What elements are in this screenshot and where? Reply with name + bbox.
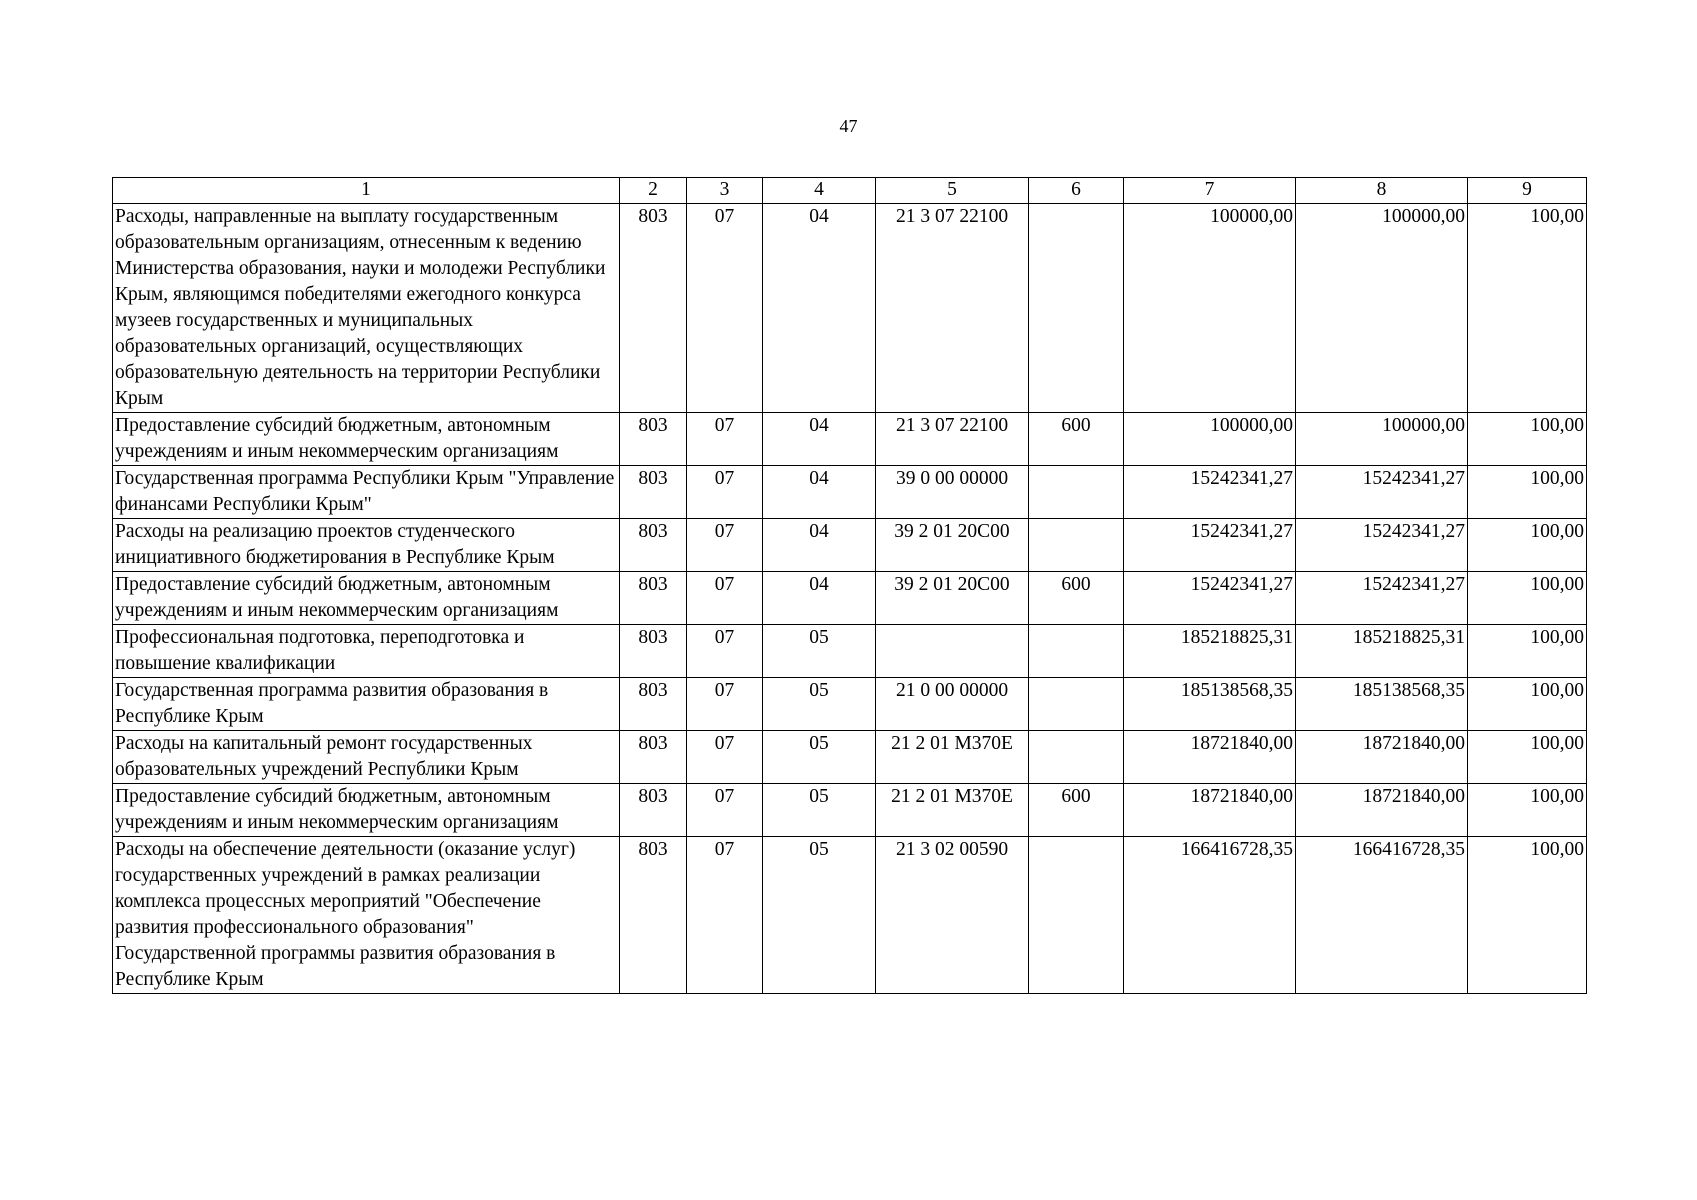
percent-cell: 100,00 [1468, 572, 1587, 625]
expense-type-cell [1029, 731, 1124, 784]
plan-amount-cell: 15242341,27 [1124, 466, 1296, 519]
plan-amount-cell: 166416728,35 [1124, 837, 1296, 994]
target-article-cell: 39 2 01 20С00 [876, 572, 1029, 625]
expense-name-cell: Расходы на обеспечение деятельности (оказание услуг) государственных учреждений в рамках реализации комплекса процессных мероприятий "Обеспечение развития профессионального образования" Государственной программы развития образования в Республике Крым [113, 837, 620, 994]
expense-name-cell: Предоставление субсидий бюджетным, автономным учреждениям и иным некоммерческим организациям [113, 413, 620, 466]
ministry-code-cell: 803 [620, 678, 687, 731]
section-code-cell: 07 [687, 625, 763, 678]
column-header: 7 [1124, 178, 1296, 204]
page-number: 47 [839, 116, 858, 136]
executed-amount-cell: 15242341,27 [1296, 519, 1468, 572]
section-code-cell: 07 [687, 731, 763, 784]
expense-type-cell [1029, 678, 1124, 731]
expense-type-cell [1029, 519, 1124, 572]
section-code-cell: 07 [687, 572, 763, 625]
executed-amount-cell: 15242341,27 [1296, 572, 1468, 625]
expense-type-cell [1029, 204, 1124, 413]
subsection-code-cell: 05 [763, 731, 876, 784]
table-row [113, 678, 1587, 731]
expense-type-cell [1029, 466, 1124, 519]
ministry-code-cell: 803 [620, 625, 687, 678]
section-code-cell: 07 [687, 204, 763, 413]
ministry-code-cell: 803 [620, 837, 687, 994]
table-row [113, 625, 1587, 678]
section-code-cell: 07 [687, 837, 763, 994]
target-article-cell [876, 625, 1029, 678]
subsection-code-cell: 04 [763, 572, 876, 625]
plan-amount-cell: 185138568,35 [1124, 678, 1296, 731]
table-row [113, 784, 1587, 837]
expense-type-cell: 600 [1029, 572, 1124, 625]
ministry-code-cell: 803 [620, 731, 687, 784]
column-header: 8 [1296, 178, 1468, 204]
ministry-code-cell: 803 [620, 519, 687, 572]
subsection-code-cell: 05 [763, 678, 876, 731]
expense-name-cell: Предоставление субсидий бюджетным, автономным учреждениям и иным некоммерческим организациям [113, 572, 620, 625]
column-header: 3 [687, 178, 763, 204]
subsection-code-cell: 04 [763, 413, 876, 466]
target-article-cell: 21 0 00 00000 [876, 678, 1029, 731]
expense-name-cell: Профессиональная подготовка, переподготовка и повышение квалификации [113, 625, 620, 678]
plan-amount-cell: 15242341,27 [1124, 572, 1296, 625]
percent-cell: 100,00 [1468, 204, 1587, 413]
plan-amount-cell: 18721840,00 [1124, 731, 1296, 784]
expense-type-cell [1029, 837, 1124, 994]
target-article-cell: 21 2 01 М370Е [876, 784, 1029, 837]
column-header: 1 [113, 178, 620, 204]
section-code-cell: 07 [687, 466, 763, 519]
target-article-cell: 21 2 01 М370Е [876, 731, 1029, 784]
expense-type-cell [1029, 625, 1124, 678]
percent-cell: 100,00 [1468, 678, 1587, 731]
table-row [113, 572, 1587, 625]
target-article-cell: 21 3 07 22100 [876, 413, 1029, 466]
percent-cell: 100,00 [1468, 625, 1587, 678]
executed-amount-cell: 185138568,35 [1296, 678, 1468, 731]
table-row [113, 731, 1587, 784]
ministry-code-cell: 803 [620, 784, 687, 837]
executed-amount-cell: 185218825,31 [1296, 625, 1468, 678]
ministry-code-cell: 803 [620, 204, 687, 413]
expense-name-cell: Предоставление субсидий бюджетным, автономным учреждениям и иным некоммерческим организациям [113, 784, 620, 837]
ministry-code-cell: 803 [620, 413, 687, 466]
subsection-code-cell: 04 [763, 204, 876, 413]
subsection-code-cell: 05 [763, 784, 876, 837]
column-header: 6 [1029, 178, 1124, 204]
budget-table [112, 177, 1587, 994]
executed-amount-cell: 100000,00 [1296, 204, 1468, 413]
ministry-code-cell: 803 [620, 572, 687, 625]
expense-name-cell: Государственная программа Республики Крым "Управление финансами Республики Крым" [113, 466, 620, 519]
column-header: 5 [876, 178, 1029, 204]
subsection-code-cell: 04 [763, 519, 876, 572]
percent-cell: 100,00 [1468, 466, 1587, 519]
percent-cell: 100,00 [1468, 413, 1587, 466]
ministry-code-cell: 803 [620, 466, 687, 519]
section-code-cell: 07 [687, 784, 763, 837]
plan-amount-cell: 100000,00 [1124, 204, 1296, 413]
percent-cell: 100,00 [1468, 837, 1587, 994]
column-header: 2 [620, 178, 687, 204]
subsection-code-cell: 05 [763, 837, 876, 994]
plan-amount-cell: 100000,00 [1124, 413, 1296, 466]
table-row [113, 204, 1587, 413]
percent-cell: 100,00 [1468, 731, 1587, 784]
executed-amount-cell: 166416728,35 [1296, 837, 1468, 994]
target-article-cell: 21 3 02 00590 [876, 837, 1029, 994]
table-row [113, 466, 1587, 519]
table-row [113, 413, 1587, 466]
subsection-code-cell: 04 [763, 466, 876, 519]
plan-amount-cell: 18721840,00 [1124, 784, 1296, 837]
subsection-code-cell: 05 [763, 625, 876, 678]
percent-cell: 100,00 [1468, 784, 1587, 837]
section-code-cell: 07 [687, 413, 763, 466]
executed-amount-cell: 18721840,00 [1296, 731, 1468, 784]
executed-amount-cell: 18721840,00 [1296, 784, 1468, 837]
expense-name-cell: Расходы, направленные на выплату государственным образовательным организациям, отнесенным к ведению Министерства образования, науки и молодежи Республики Крым, являющимся победителями ежегодного конкурса музеев государственных и муниципальных образовательных организаций, осуществляющих образовательную деятельность на территории Республики Крым [113, 204, 620, 413]
expense-name-cell: Государственная программа развития образования в Республике Крым [113, 678, 620, 731]
target-article-cell: 21 3 07 22100 [876, 204, 1029, 413]
plan-amount-cell: 15242341,27 [1124, 519, 1296, 572]
target-article-cell: 39 0 00 00000 [876, 466, 1029, 519]
expense-name-cell: Расходы на реализацию проектов студенческого инициативного бюджетирования в Республике Крым [113, 519, 620, 572]
expense-type-cell: 600 [1029, 784, 1124, 837]
table-row [113, 519, 1587, 572]
percent-cell: 100,00 [1468, 519, 1587, 572]
column-number-header-row [113, 178, 1587, 204]
column-header: 4 [763, 178, 876, 204]
section-code-cell: 07 [687, 519, 763, 572]
expense-name-cell: Расходы на капитальный ремонт государственных образовательных учреждений Республики Крым [113, 731, 620, 784]
executed-amount-cell: 15242341,27 [1296, 466, 1468, 519]
plan-amount-cell: 185218825,31 [1124, 625, 1296, 678]
column-header: 9 [1468, 178, 1587, 204]
table-row [113, 837, 1587, 994]
section-code-cell: 07 [687, 678, 763, 731]
executed-amount-cell: 100000,00 [1296, 413, 1468, 466]
target-article-cell: 39 2 01 20С00 [876, 519, 1029, 572]
expense-type-cell: 600 [1029, 413, 1124, 466]
